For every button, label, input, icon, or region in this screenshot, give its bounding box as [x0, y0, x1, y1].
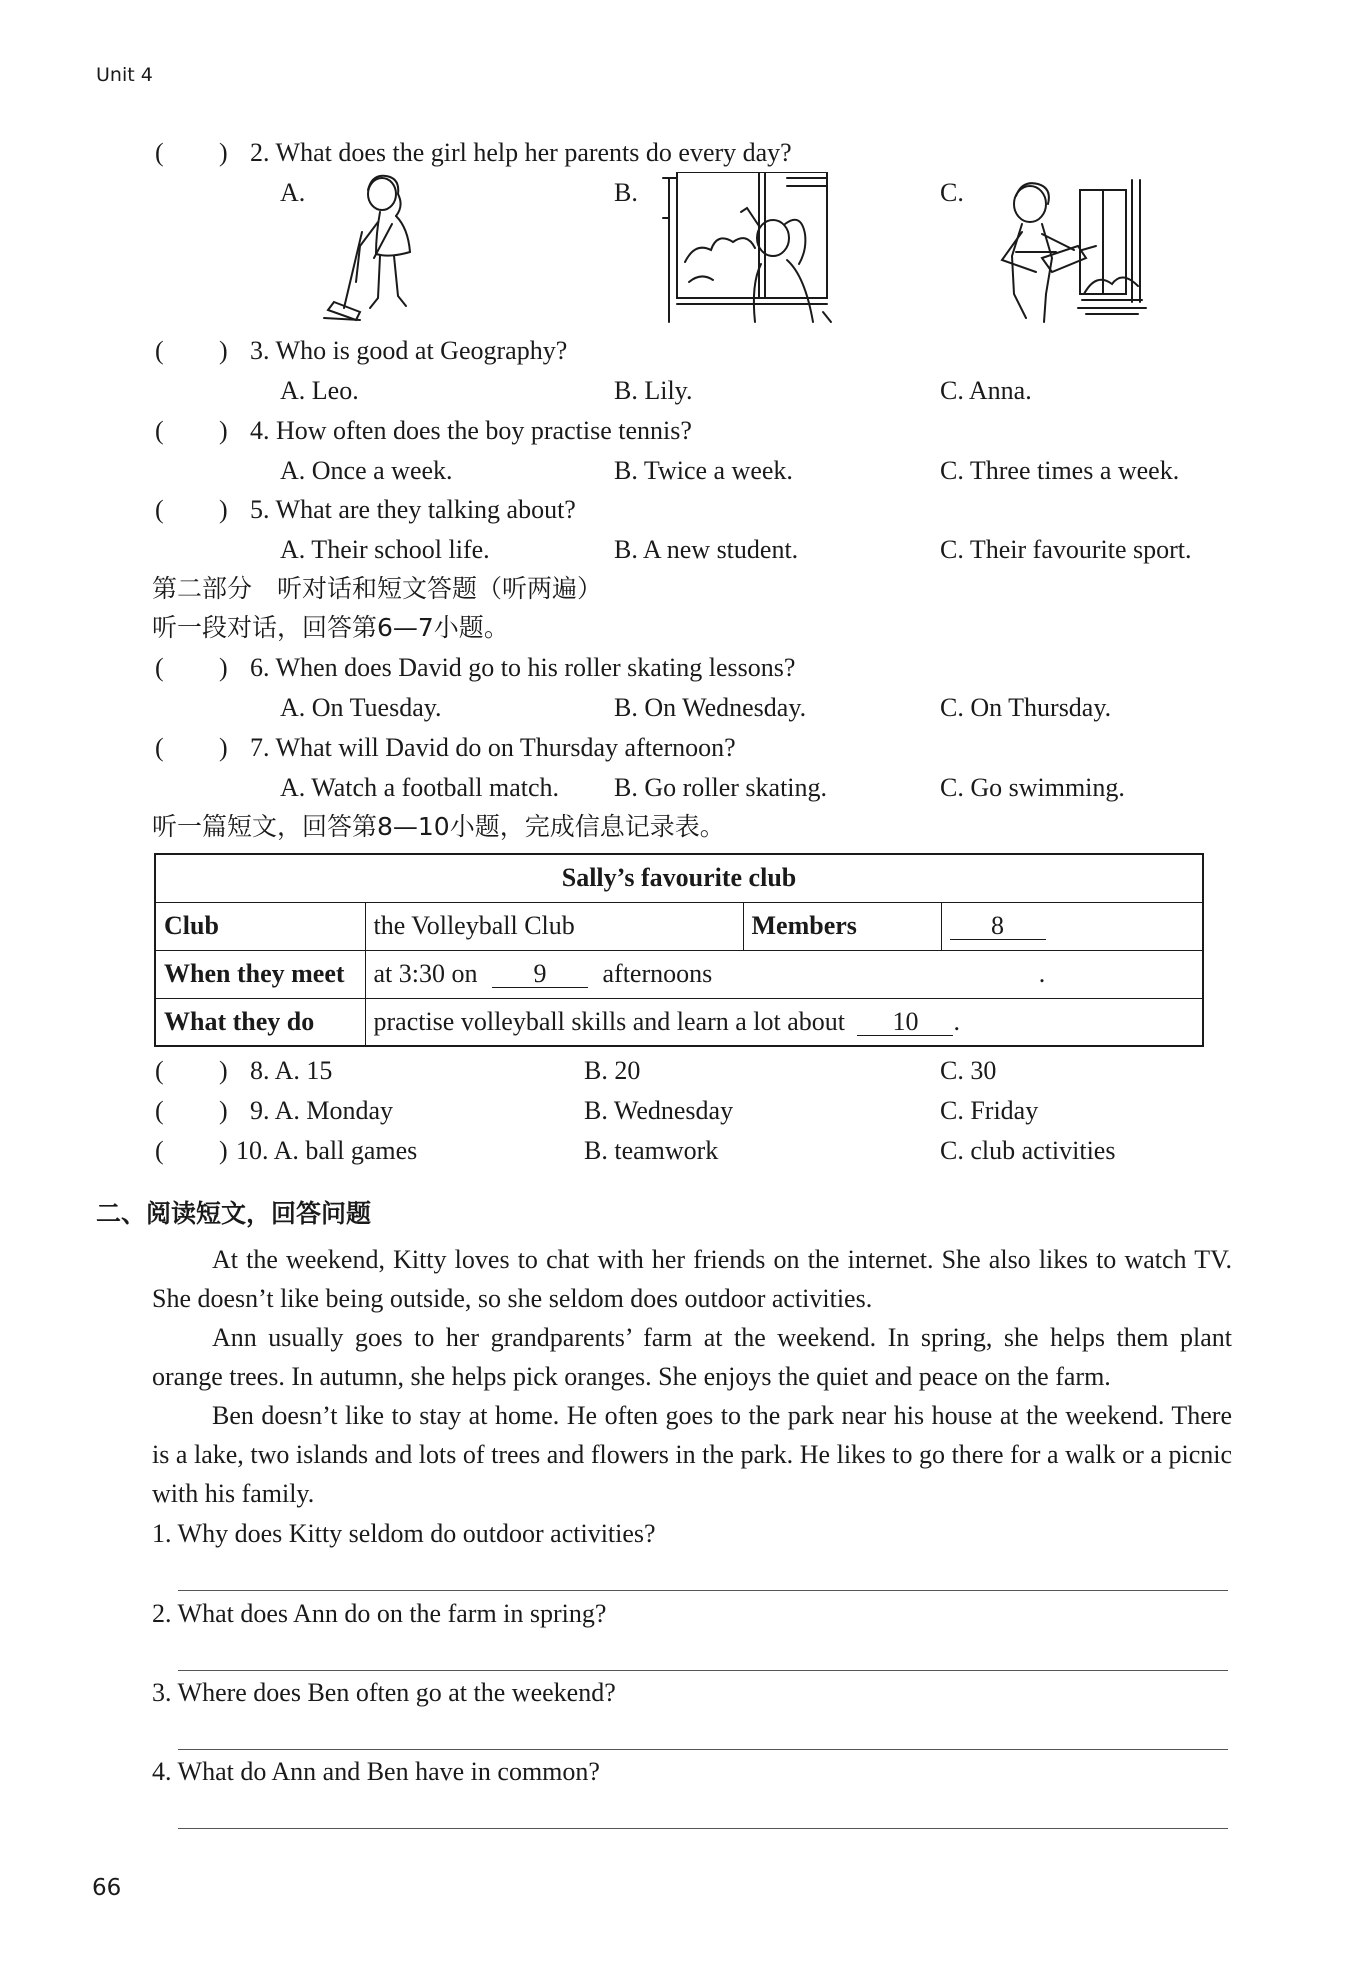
q5-option-c: C. Their favourite sport. — [940, 535, 1192, 564]
answer-line-3[interactable] — [178, 1749, 1228, 1750]
q4-option-c: C. Three times a week. — [940, 456, 1180, 485]
q9-paren-close: ) — [219, 1096, 228, 1125]
q8-option-b: B. 20 — [584, 1056, 641, 1085]
meet-post-text: afternoons — [602, 959, 713, 988]
q3-option-b: B. Lily. — [614, 376, 693, 405]
q8-question: 8. A. 15 — [250, 1056, 333, 1085]
q9-question: 9. A. Monday — [250, 1096, 393, 1125]
q8-paren-open: ( — [155, 1056, 164, 1085]
q10-question: 10. A. ball games — [236, 1136, 418, 1165]
q9-option-c: C. Friday — [940, 1096, 1039, 1125]
table-members-label: Members — [743, 902, 941, 950]
q7-option-c: C. Go swimming. — [940, 773, 1125, 802]
q3-paren-close: ) — [219, 336, 228, 365]
q5-question: 5. What are they talking about? — [250, 495, 576, 524]
answer-line-2[interactable] — [178, 1670, 1228, 1671]
meet-dot: . — [1038, 959, 1046, 988]
table-meet-label: When they meet — [155, 950, 365, 998]
girl-sweeping-illustration — [320, 172, 450, 322]
q2-paren-open: ( — [155, 138, 164, 167]
passage-paragraph-3: Ben doesn’t like to stay at home. He often goes to the park near his house at the weekend. There is a lake, two islands and lots of trees and flowers in the park. He likes to go there for a walk or a picnic with his family. — [152, 1401, 1232, 1508]
do-post-text: . — [953, 1006, 960, 1036]
answer-line-4[interactable] — [178, 1828, 1228, 1829]
q6-option-b: B. On Wednesday. — [614, 693, 807, 722]
q7-question: 7. What will David do on Thursday afternoon? — [250, 733, 736, 762]
q5-option-b: B. A new student. — [614, 535, 799, 564]
q5-option-a: A. Their school life. — [280, 535, 490, 564]
q10-option-b: B. teamwork — [584, 1136, 719, 1165]
part2-dialog-instruction: 听一段对话，回答第6—7小题。 — [152, 613, 509, 642]
q2-option-c: C. — [940, 178, 964, 207]
table-club-label: Club — [155, 902, 365, 950]
table-club-value: the Volleyball Club — [365, 902, 743, 950]
q4-paren-close: ) — [219, 416, 228, 445]
club-info-table — [154, 853, 1204, 1047]
section2-heading: 二、阅读短文，回答问题 — [96, 1199, 372, 1228]
q10-paren-close: ) — [219, 1136, 228, 1165]
q3-option-c: C. Anna. — [940, 376, 1032, 405]
q10-option-c: C. club activities — [940, 1136, 1116, 1165]
q7-option-b: B. Go roller skating. — [614, 773, 828, 802]
table-meet-cell — [365, 950, 1203, 998]
table-title: Sally’s favourite club — [155, 854, 1203, 902]
q7-paren-close: ) — [219, 733, 228, 762]
girl-cleaning-window-illustration — [655, 172, 840, 324]
q4-option-b: B. Twice a week. — [614, 456, 793, 485]
q9-option-b: B. Wednesday — [584, 1096, 734, 1125]
q10-paren-open: ( — [155, 1136, 164, 1165]
q9-paren-open: ( — [155, 1096, 164, 1125]
q2-paren-close: ) — [219, 138, 228, 167]
meet-pre-text: at 3:30 on — [373, 959, 478, 988]
q6-option-a: A. On Tuesday. — [280, 693, 442, 722]
q5-paren-close: ) — [219, 495, 228, 524]
q3-question: 3. Who is good at Geography? — [250, 336, 568, 365]
table-do-cell — [365, 998, 1203, 1046]
boy-watering-plants-illustration — [982, 176, 1147, 326]
q5-paren-open: ( — [155, 495, 164, 524]
part2-passage-instruction: 听一篇短文，回答第8—10小题，完成信息记录表。 — [152, 812, 725, 841]
answer-line-1[interactable] — [178, 1590, 1228, 1591]
q4-option-a: A. Once a week. — [280, 456, 453, 485]
q6-paren-open: ( — [155, 653, 164, 682]
q3-paren-open: ( — [155, 336, 164, 365]
passage-paragraph-1: At the weekend, Kitty loves to chat with her friends on the internet. She also likes to watch TV. She doesn’t like being outside, so she seldom does outdoor activities. — [152, 1245, 1232, 1313]
q2-question: 2. What does the girl help her parents do every day? — [250, 138, 792, 167]
members-blank[interactable]: 8 — [950, 913, 1046, 940]
q8-option-c: C. 30 — [940, 1056, 997, 1085]
q7-paren-open: ( — [155, 733, 164, 762]
q6-question: 6. When does David go to his roller skating lessons? — [250, 653, 796, 682]
do-blank[interactable]: 10 — [857, 1009, 953, 1036]
reading-question-4: 4. What do Ann and Ben have in common? — [152, 1757, 600, 1786]
q8-paren-close: ) — [219, 1056, 228, 1085]
meet-blank[interactable]: 9 — [492, 961, 588, 988]
q2-option-b: B. — [614, 178, 638, 207]
q6-option-c: C. On Thursday. — [940, 693, 1112, 722]
unit-label: Unit 4 — [96, 64, 153, 86]
page-number: 66 — [92, 1875, 122, 1901]
do-pre-text: practise volleyball skills and learn a lot about — [373, 1006, 845, 1036]
table-members-cell — [941, 902, 1203, 950]
reading-question-1: 1. Why does Kitty seldom do outdoor activities? — [152, 1519, 656, 1548]
reading-question-2: 2. What does Ann do on the farm in spring? — [152, 1599, 607, 1628]
q3-option-a: A. Leo. — [280, 376, 359, 405]
q7-option-a: A. Watch a football match. — [280, 773, 560, 802]
reading-passage — [152, 1240, 1232, 1513]
q2-option-a: A. — [280, 178, 306, 207]
reading-question-3: 3. Where does Ben often go at the weekend? — [152, 1678, 616, 1707]
q6-paren-close: ) — [219, 653, 228, 682]
q4-question: 4. How often does the boy practise tennis? — [250, 416, 692, 445]
passage-paragraph-2: Ann usually goes to her grandparents’ farm at the weekend. In spring, she helps them plant orange trees. In autumn, she helps pick oranges. She enjoys the quiet and peace on the farm. — [152, 1323, 1232, 1391]
part2-heading: 第二部分 听对话和短文答题（听两遍） — [152, 574, 603, 603]
table-do-label: What they do — [155, 998, 365, 1046]
q4-paren-open: ( — [155, 416, 164, 445]
